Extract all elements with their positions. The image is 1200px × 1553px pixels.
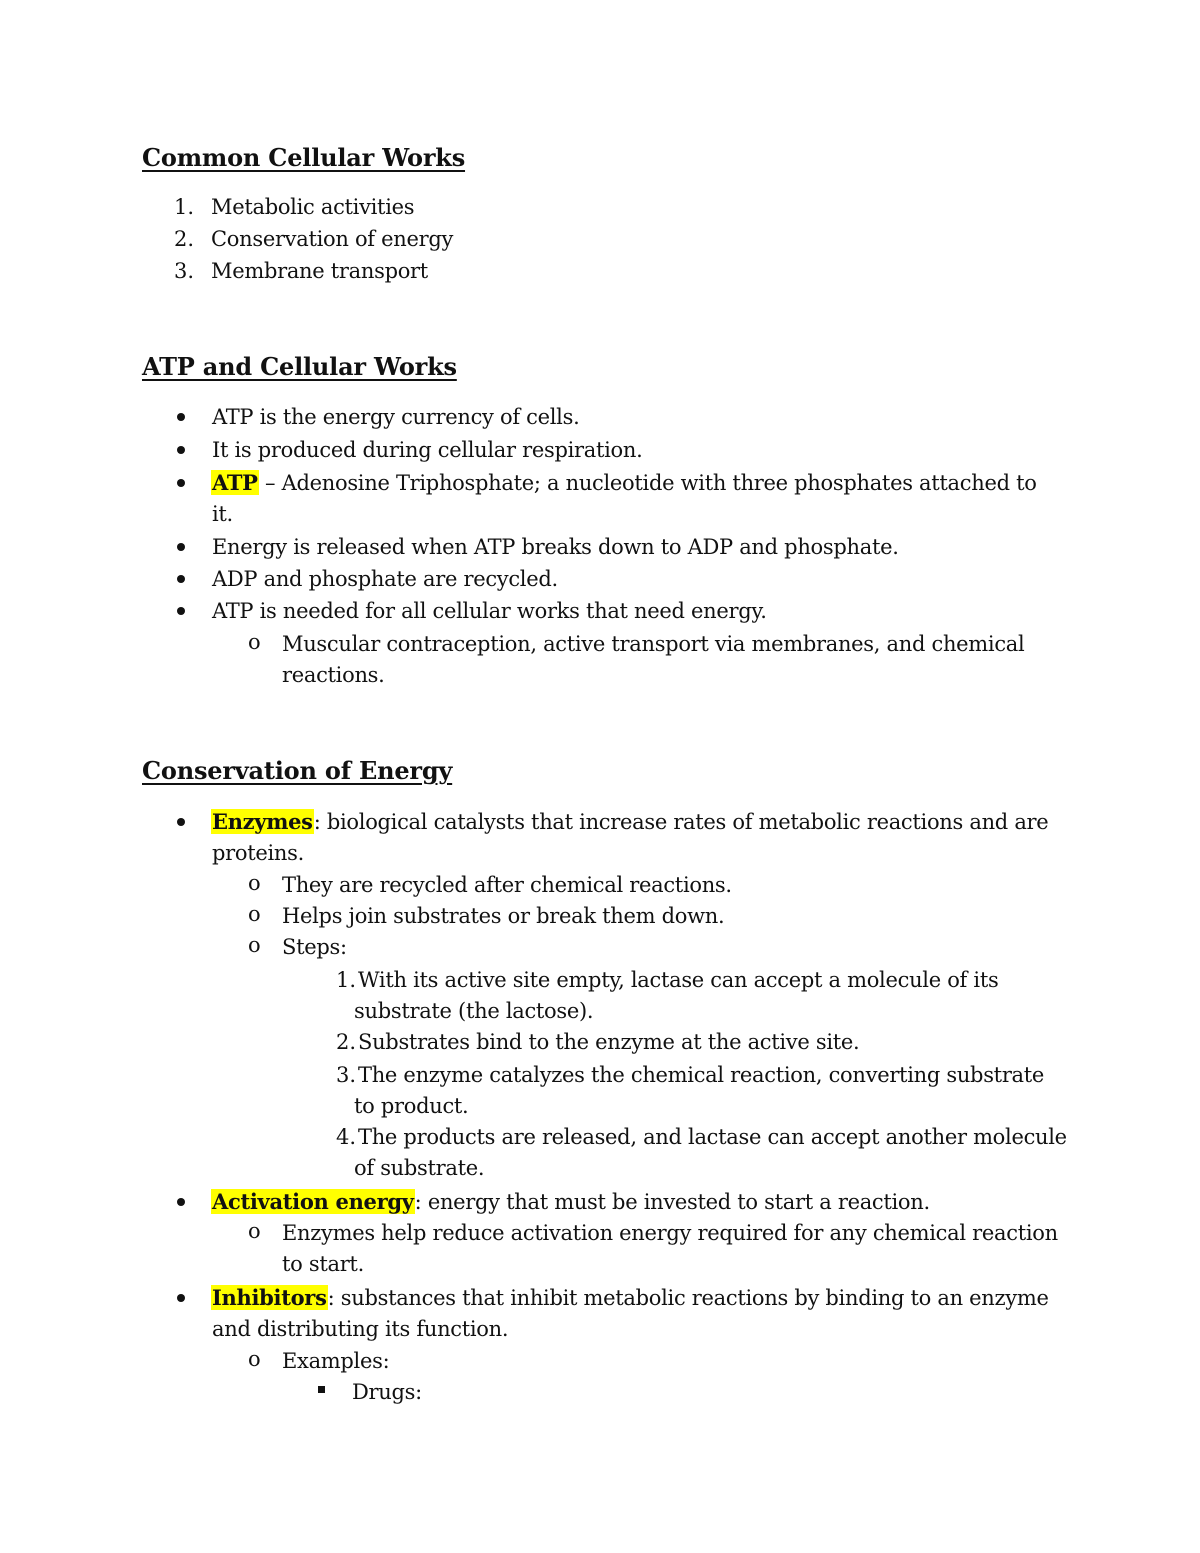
list-item xyxy=(211,810,1048,834)
list-item: Membrane transport xyxy=(211,259,428,283)
sub-bullet-icon: o xyxy=(248,933,261,957)
sub-bullet-icon: o xyxy=(248,902,261,926)
bullet-icon xyxy=(177,479,185,487)
highlighted-term: Enzymes xyxy=(212,809,313,834)
list-item: It is produced during cellular respiration. xyxy=(212,438,643,462)
list-item: Metabolic activities xyxy=(211,195,415,219)
sub-list-item-continuation: to start. xyxy=(282,1252,364,1276)
bullet-icon xyxy=(177,607,185,615)
highlighted-term: Activation energy xyxy=(212,1189,414,1214)
step-number: 4. xyxy=(336,1125,357,1149)
list-item: Energy is released when ATP breaks down to ADP and phosphate. xyxy=(212,535,899,559)
sub-list-item-continuation: reactions. xyxy=(282,663,385,687)
list-item xyxy=(211,471,1037,495)
step-number: 2. xyxy=(336,1030,357,1054)
step-item-continuation: substrate (the lactose). xyxy=(354,999,594,1023)
list-item-continuation: proteins. xyxy=(212,841,304,865)
term-definition: : biological catalysts that increase rates of metabolic reactions and are xyxy=(313,810,1049,834)
step-item: With its active site empty, lactase can accept a molecule of its xyxy=(358,968,999,992)
sub-bullet-icon: o xyxy=(248,630,261,654)
list-number: 1. xyxy=(174,195,195,219)
list-item: Conservation of energy xyxy=(211,227,454,251)
square-bullet-icon xyxy=(318,1386,325,1393)
highlighted-term: ATP xyxy=(212,470,258,495)
term-definition: – Adenosine Triphosphate; a nucleotide with three phosphates attached to xyxy=(258,471,1037,495)
list-number: 3. xyxy=(174,259,195,283)
bullet-icon xyxy=(177,413,185,421)
step-item: The enzyme catalyzes the chemical reaction, converting substrate xyxy=(358,1063,1045,1087)
list-item-continuation: and distributing its function. xyxy=(212,1317,509,1341)
bullet-icon xyxy=(177,1198,185,1206)
step-item-continuation: of substrate. xyxy=(354,1156,485,1180)
list-item: ATP is needed for all cellular works that need energy. xyxy=(212,599,767,623)
list-item xyxy=(211,1190,930,1214)
sub-list-item: Examples: xyxy=(282,1349,390,1373)
step-number: 1. xyxy=(336,968,357,992)
sub-list-item: Helps join substrates or break them down. xyxy=(282,904,725,928)
bullet-icon xyxy=(177,575,185,583)
list-item-continuation: it. xyxy=(212,502,233,526)
sub-list-item: Enzymes help reduce activation energy required for any chemical reaction xyxy=(282,1221,1058,1245)
bullet-icon xyxy=(177,446,185,454)
sub-bullet-icon: o xyxy=(248,1219,261,1243)
step-number: 3. xyxy=(336,1063,357,1087)
sub-bullet-icon: o xyxy=(248,1347,261,1371)
heading-common-cellular-works: Common Cellular Works xyxy=(142,143,466,172)
bullet-icon xyxy=(177,1294,185,1302)
step-item: Substrates bind to the enzyme at the active site. xyxy=(358,1030,860,1054)
highlighted-term: Inhibitors xyxy=(212,1285,327,1310)
term-definition: : energy that must be invested to start a reaction. xyxy=(414,1190,930,1214)
heading-atp-cellular-works: ATP and Cellular Works xyxy=(142,352,457,381)
step-item: The products are released, and lactase can accept another molecule xyxy=(358,1125,1067,1149)
bullet-icon xyxy=(177,543,185,551)
sub-list-item: They are recycled after chemical reactions. xyxy=(282,873,732,897)
list-item: ATP is the energy currency of cells. xyxy=(212,405,580,429)
bullet-icon xyxy=(177,818,185,826)
list-item: ADP and phosphate are recycled. xyxy=(212,567,558,591)
heading-conservation-of-energy: Conservation of Energy xyxy=(142,756,453,785)
step-item-continuation: to product. xyxy=(354,1094,469,1118)
sub-bullet-icon: o xyxy=(248,871,261,895)
sub-list-item: Muscular contraception, active transport via membranes, and chemical xyxy=(282,632,1025,656)
list-number: 2. xyxy=(174,227,195,251)
list-item xyxy=(211,1286,1049,1310)
sub-sub-list-item: Drugs: xyxy=(352,1380,422,1404)
sub-list-item: Steps: xyxy=(282,935,347,959)
term-definition: : substances that inhibit metabolic reactions by binding to an enzyme xyxy=(327,1286,1049,1310)
